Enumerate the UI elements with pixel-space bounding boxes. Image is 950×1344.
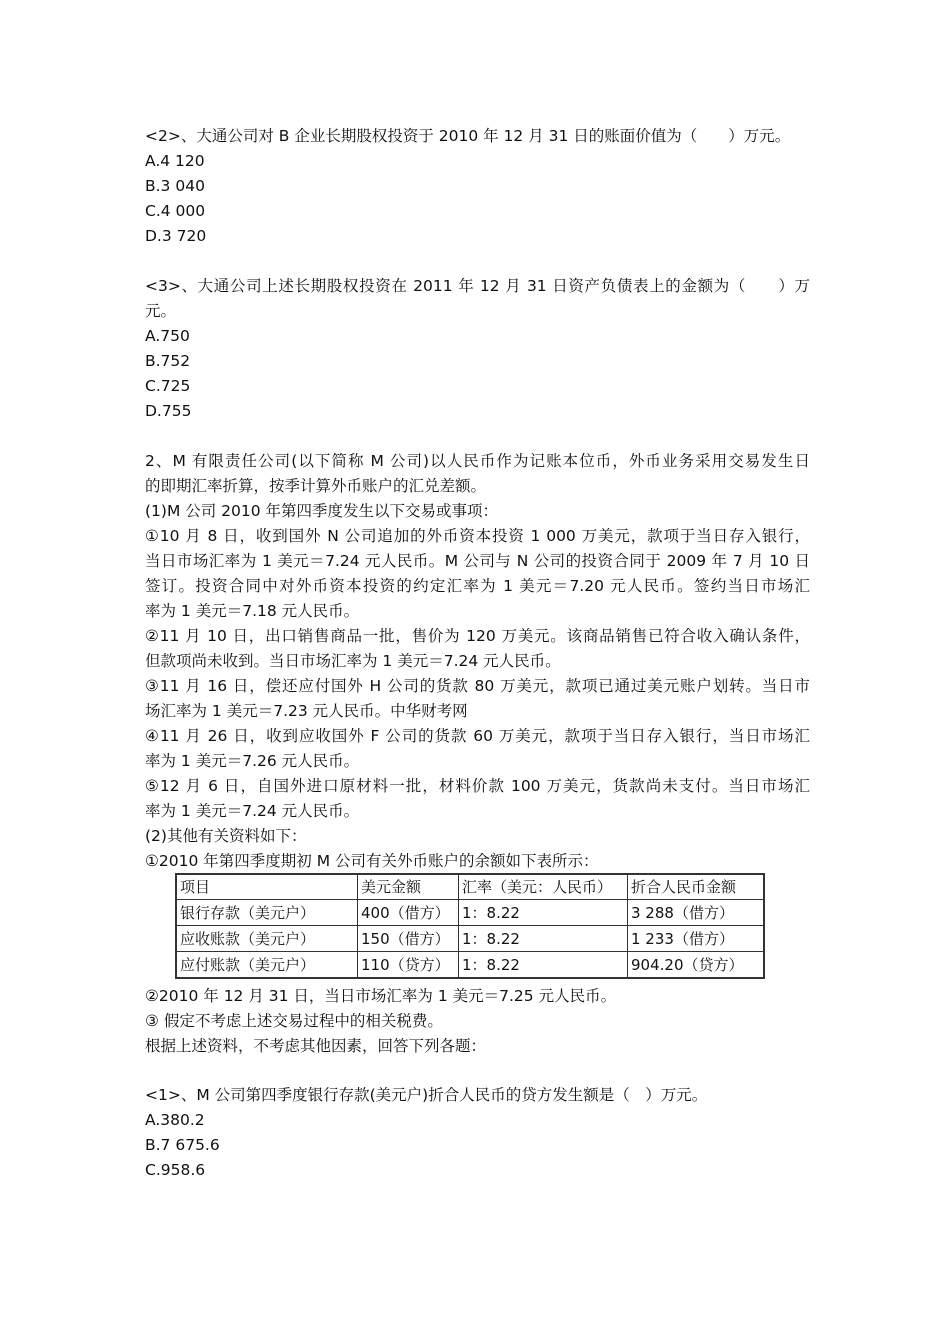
table-row [176, 926, 764, 952]
item-1-line-4: 率为 1 美元＝7.18 元人民币。 [145, 602, 360, 620]
table-row [176, 952, 764, 979]
table-caption: ①2010 年第四季度期初 M 公司有关外币账户的余额如下表所示： [145, 852, 599, 870]
item-5-line-1: ⑤12 月 6 日，自国外进口原材料一批，材料价款 100 万美元，货款尚未支付。当日市场汇 [145, 777, 810, 795]
case-intro-line-1: 2、M 有限责任公司(以下简称 M 公司)以人民币作为记账本位币，外币业务采用交易发生日 [145, 452, 810, 470]
table-row [176, 900, 764, 926]
item-1-line-1: ①10 月 8 日，收到国外 N 公司追加的外币资本投资 1 000 万美元，款项于当日存入银行， [145, 527, 810, 545]
option-a: A.4 120 [145, 152, 205, 170]
table-cell: 904.20（贷方） [628, 952, 765, 979]
case-intro-line-2: 的即期汇率折算，按季计算外币账户的汇兑差额。 [145, 477, 487, 495]
item-2-line-2: 但款项尚未收到。当日市场汇率为 1 美元＝7.24 元人民币。 [145, 652, 561, 670]
table-header: 美元金额 [358, 874, 459, 900]
option-b: B.3 040 [145, 177, 205, 195]
question-1-stem: <1>、M 公司第四季度银行存款(美元户)折合人民币的贷方发生额是（ ）万元。 [145, 1086, 708, 1104]
option-a: A.380.2 [145, 1111, 205, 1129]
item-4-line-2: 率为 1 美元＝7.26 元人民币。 [145, 752, 360, 770]
item-4-line-1: ④11 月 26 日，收到应收国外 F 公司的货款 60 万美元，款项于当日存入银行，当日市场汇 [145, 727, 810, 745]
additional-notes [145, 984, 810, 1059]
note-3: ③ 假定不考虑上述交易过程中的相关税费。 [145, 1012, 443, 1030]
option-c: C.725 [145, 377, 191, 395]
table-header: 汇率（美元：人民币） [459, 874, 628, 900]
option-d: D.3 720 [145, 227, 207, 245]
table-cell: 1 233（借方） [628, 926, 765, 952]
part-2-title: (2)其他有关资料如下： [145, 827, 307, 845]
table-cell: 150（借方） [358, 926, 459, 952]
option-d: D.755 [145, 402, 192, 420]
part-1-title: (1)M 公司 2010 年第四季度发生以下交易或事项： [145, 502, 499, 520]
item-1-line-2: 当日市场汇率为 1 美元＝7.24 元人民币。M 公司与 N 公司的投资合同于 2009 年 7 月 10 日 [145, 552, 810, 570]
question-3-stem-line-1: <3>、大通公司上述长期股权投资在 2011 年 12 月 31 日资产负债表上的金额为（ ）万 [145, 277, 810, 295]
table-header: 折合人民币金额 [628, 874, 765, 900]
table-cell: 1：8.22 [459, 900, 628, 926]
table-cell: 1：8.22 [459, 952, 628, 979]
option-b: B.752 [145, 352, 191, 370]
table-cell: 110（贷方） [358, 952, 459, 979]
option-c: C.958.6 [145, 1161, 206, 1179]
question-3-stem-line-2: 元。 [145, 302, 177, 320]
item-3-line-2: 场汇率为 1 美元＝7.23 元人民币。中华财考网 [145, 702, 468, 720]
item-1-line-3: 签订。投资合同中对外币资本投资的约定汇率为 1 美元＝7.20 元人民币。签约当日市场汇 [145, 577, 810, 595]
table-cell: 应付账款（美元户） [176, 952, 358, 979]
foreign-currency-balance-table [175, 873, 765, 979]
option-a: A.750 [145, 327, 190, 345]
question-1 [145, 1083, 810, 1183]
question-2-stem: <2>、大通公司对 B 企业长期股权投资于 2010 年 12 月 31 日的账面价值为（ ）万元。 [145, 127, 791, 145]
note-2: ②2010 年 12 月 31 日，当日市场汇率为 1 美元＝7.25 元人民币。 [145, 987, 617, 1005]
table-cell: 银行存款（美元户） [176, 900, 358, 926]
item-5-line-2: 率为 1 美元＝7.24 元人民币。 [145, 802, 360, 820]
table-cell: 400（借方） [358, 900, 459, 926]
table-cell: 应收账款（美元户） [176, 926, 358, 952]
item-3-line-1: ③11 月 16 日，偿还应付国外 H 公司的货款 80 万美元，款项已通过美元账户划转。当日市 [145, 677, 810, 695]
table-header-row [176, 874, 764, 900]
table-cell: 1：8.22 [459, 926, 628, 952]
question-2 [145, 124, 810, 249]
table-cell: 3 288（借方） [628, 900, 765, 926]
option-b: B.7 675.6 [145, 1136, 220, 1154]
question-3 [145, 274, 810, 424]
instruction: 根据上述资料，不考虑其他因素，回答下列各题： [145, 1037, 487, 1055]
item-2-line-1: ②11 月 10 日，出口销售商品一批，售价为 120 万美元。该商品销售已符合收入确认条件， [145, 627, 810, 645]
table-header: 项目 [176, 874, 358, 900]
option-c: C.4 000 [145, 202, 206, 220]
case-2 [145, 449, 810, 874]
